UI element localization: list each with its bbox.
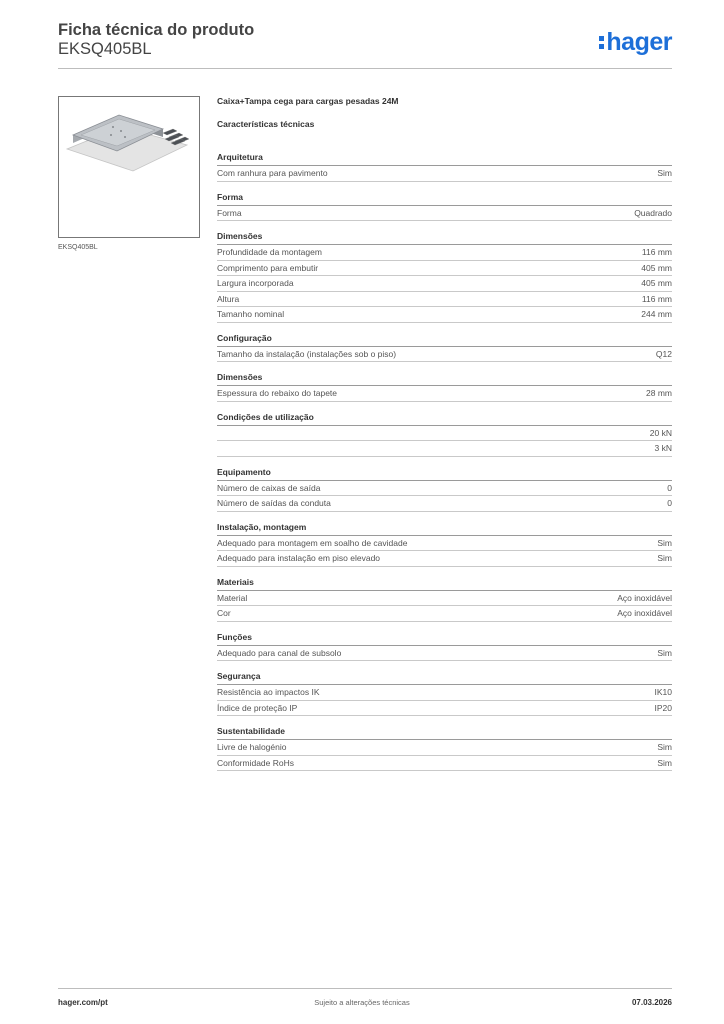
footer-website[interactable]: hager.com/pt [58,998,108,1007]
spec-label: Altura [217,293,240,304]
spec-value: Aço inoxidável [617,608,672,618]
spec-content [217,96,672,779]
spec-section [217,410,672,457]
spec-value: IP20 [654,702,672,713]
logo-text: hager [606,27,672,56]
spec-value: Sim [657,742,672,752]
spec-row [217,740,672,756]
spec-label: Largura incorporada [217,278,294,288]
footer-note: Sujeito a alterações técnicas [314,998,410,1007]
product-code: EKSQ405BL [58,40,152,58]
spec-row [217,245,672,261]
spec-row [217,606,672,622]
spec-section-title: Dimensões [217,229,672,245]
spec-section-title: Dimensões [217,370,672,386]
spec-value: 0 [667,482,672,493]
spec-row [217,261,672,277]
spec-section [217,630,672,662]
spec-value: Q12 [655,348,672,359]
spec-sections [217,150,672,771]
spec-label: Índice de proteção IP [217,702,298,713]
spec-row [217,591,672,607]
spec-value: Sim [657,647,672,658]
spec-value: 116 mm [641,247,672,257]
spec-label: Com ranhura para pavimento [217,168,328,178]
spec-section [217,229,672,323]
product-description: Caixa+Tampa cega para cargas pesadas 24M [217,96,399,106]
spec-section [217,724,672,771]
spec-row [217,496,672,512]
spec-section-title: Condições de utilização [217,410,672,426]
logo-mark-icon [599,36,604,49]
spec-label: Conformidade RoHs [217,757,295,768]
spec-section-title: Funções [217,630,672,646]
spec-label: Adequado para montagem em soalho de cavidade [217,537,408,548]
spec-row [217,685,672,701]
spec-section-title: Forma [217,190,672,206]
spec-value: IK10 [654,687,672,697]
spec-label: Cor [217,608,231,618]
spec-label: Comprimento para embutir [217,262,319,273]
spec-label: Material [217,592,248,603]
spec-label: Número de caixas de saída [217,482,321,493]
spec-value: 244 mm [641,309,672,319]
spec-section [217,150,672,182]
product-image [58,96,200,238]
spec-row [217,386,672,402]
spec-row [217,206,672,222]
footer-divider [58,988,672,989]
spec-section [217,465,672,512]
spec-value: Quadrado [634,207,672,218]
spec-row [217,481,672,497]
spec-section-title: Materiais [217,575,672,591]
floor-box-product-icon [59,97,199,237]
spec-row [217,536,672,552]
spec-value: 28 mm [646,388,672,398]
spec-value: 0 [667,498,672,508]
footer-date: 07.03.2026 [631,998,672,1007]
spec-value: Sim [657,757,672,768]
spec-section-title: Instalação, montagem [217,520,672,536]
spec-section-title: Arquitetura [217,150,672,166]
spec-label: Tamanho nominal [217,309,285,319]
spec-value: 3 kN [654,443,672,453]
spec-value: 20 kN [649,427,672,438]
spec-label: Profundidade da montagem [217,247,322,257]
spec-section [217,370,672,402]
spec-section [217,331,672,363]
spec-row [217,347,672,363]
spec-row [217,441,672,457]
spec-label: Espessura do rebaixo do tapete [217,388,338,398]
spec-section-title: Equipamento [217,465,672,481]
spec-row [217,756,672,772]
product-image-caption: EKSQ405BL [58,244,98,251]
spec-value: 405 mm [641,278,672,288]
page-title: Ficha técnica do produto [58,21,255,39]
spec-row [217,426,672,442]
spec-label: Forma [217,207,242,218]
spec-label: Livre de halogénio [217,742,287,752]
spec-section-title: Configuração [217,331,672,347]
spec-section [217,669,672,716]
spec-label: Tamanho da instalação (instalações sob o piso) [217,348,397,359]
spec-value: Sim [657,537,672,548]
spec-section-title: Sustentabilidade [217,724,672,740]
spec-row [217,292,672,308]
spec-value: Sim [657,553,672,563]
spec-row [217,166,672,182]
hager-logo [599,27,672,57]
spec-value: Sim [657,168,672,178]
spec-row [217,307,672,323]
spec-row [217,551,672,567]
spec-section [217,575,672,622]
spec-value: 116 mm [641,293,672,304]
spec-label: Número de saídas da conduta [217,498,331,508]
spec-value: 405 mm [641,262,672,273]
spec-row [217,646,672,662]
spec-value: Aço inoxidável [617,592,672,603]
spec-label: Adequado para instalação em piso elevado [217,553,381,563]
spec-row [217,276,672,292]
spec-row [217,701,672,717]
spec-section [217,190,672,222]
spec-label: Resistência ao impactos IK [217,687,320,697]
specs-heading: Características técnicas [217,119,315,129]
spec-section-title: Segurança [217,669,672,685]
spec-section [217,520,672,567]
header-divider [58,68,672,69]
spec-label: Adequado para canal de subsolo [217,647,342,658]
